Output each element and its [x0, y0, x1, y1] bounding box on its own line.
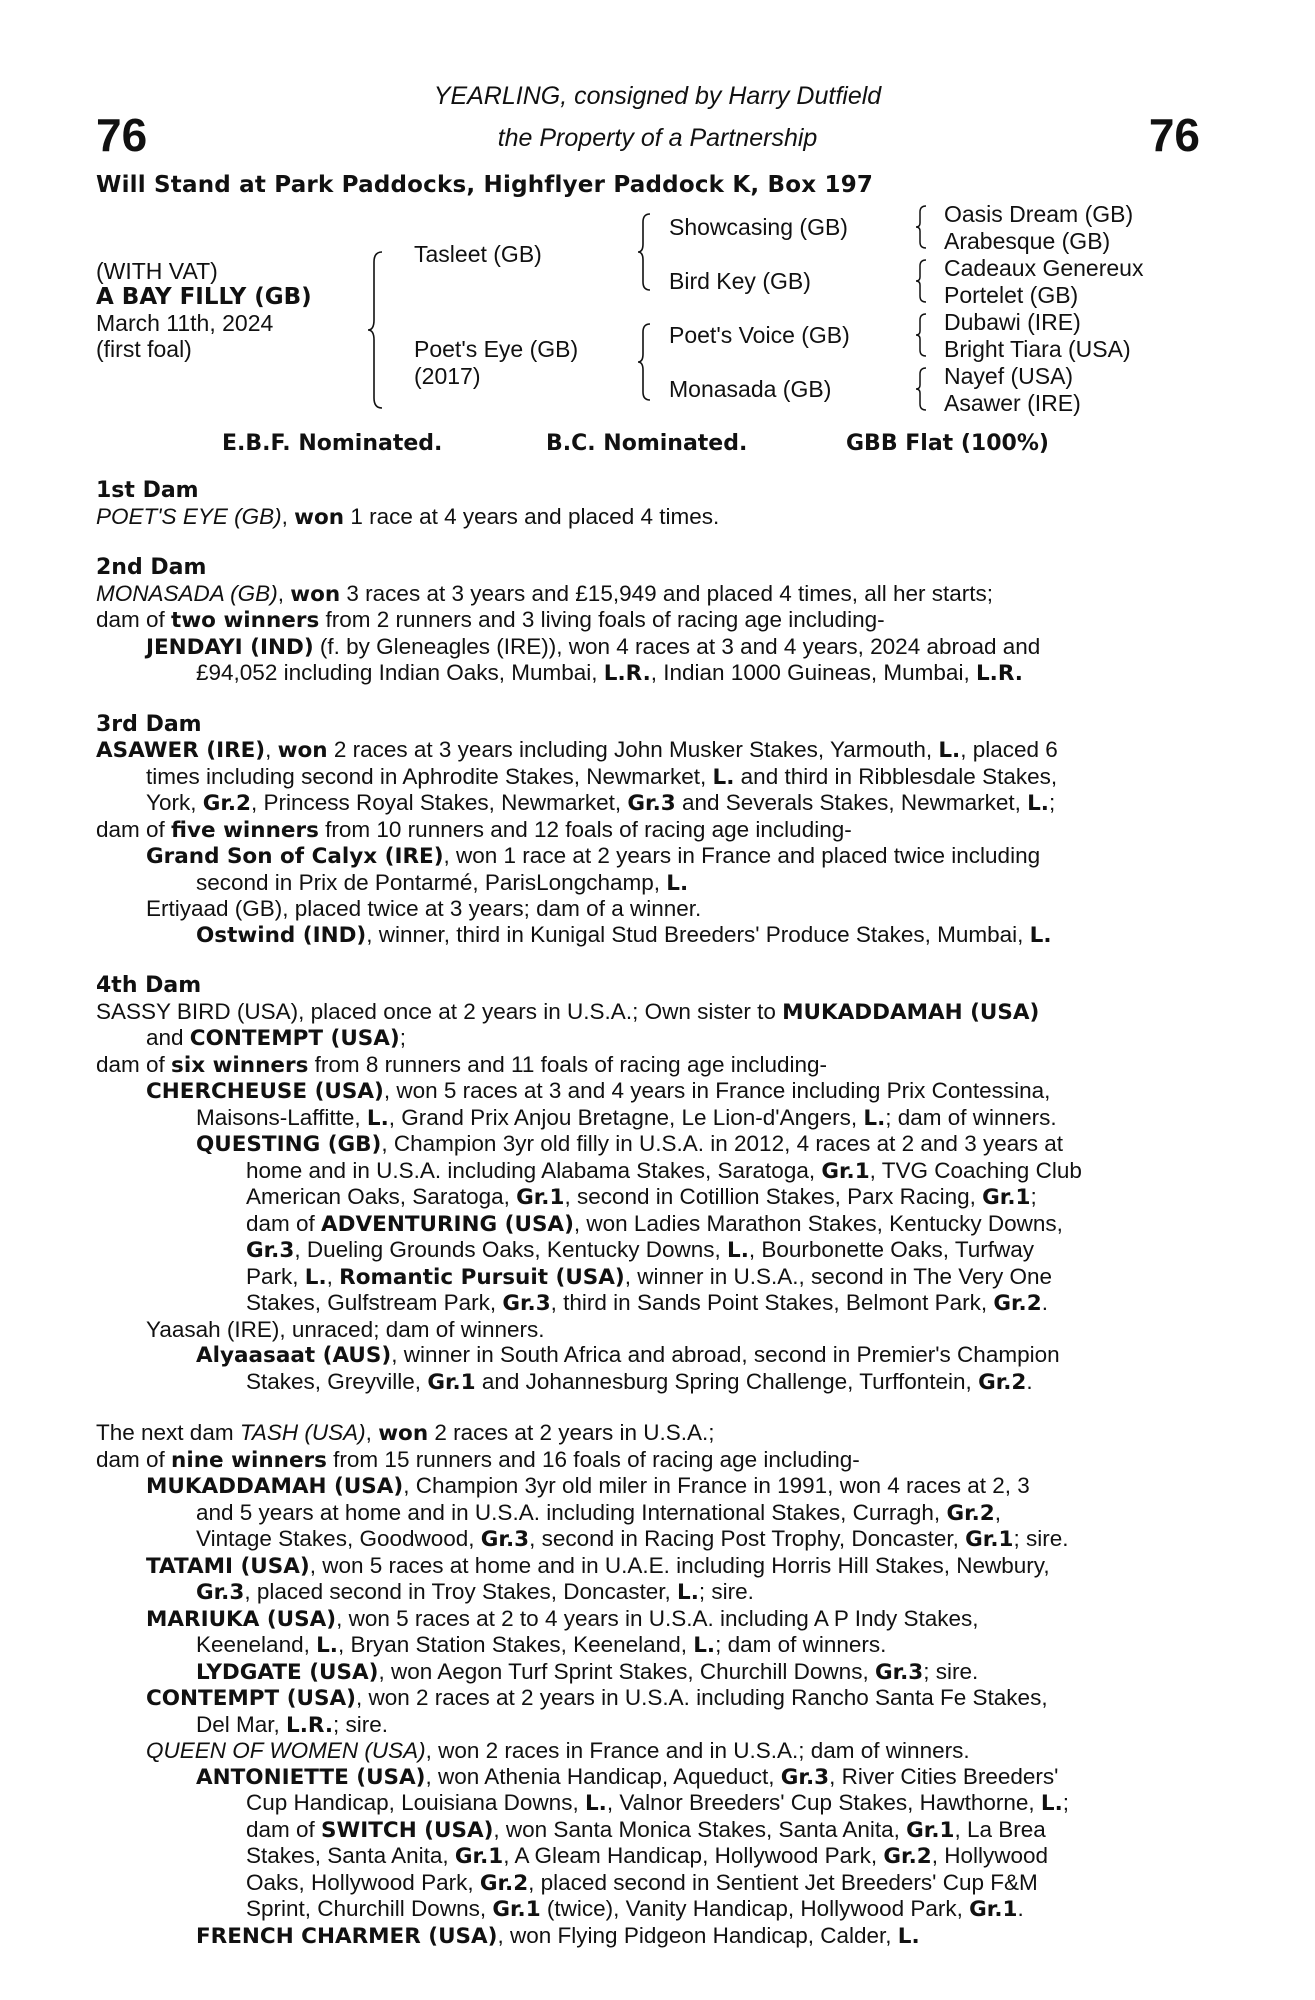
text-line: Alyaasaat (AUS), winner in South Africa and abroad, second in Premier's Champion [196, 1342, 1060, 1368]
gen4-ancestor: Portelet (GB) [944, 282, 1079, 308]
text-line: TATAMI (USA), won 5 races at home and in U.A.E. including Horris Hill Stakes, Newbury, [146, 1552, 1050, 1579]
gen4-brace-3 [914, 312, 930, 358]
text-line: Ostwind (IND), winner, third in Kunigal Stud Breeders' Produce Stakes, Mumbai, L. [196, 921, 1052, 948]
text-line: MUKADDAMAH (USA), Champion 3yr old miler in France in 1991, won 4 races at 2, 3 [146, 1473, 1030, 1499]
section-heading: 1st Dam [96, 478, 199, 503]
third-dam-section [96, 712, 1201, 949]
text-line: York, Gr.2, Princess Royal Stakes, Newmarket, Gr.3 and Severals Stakes, Newmarket, L.; [146, 790, 1056, 816]
lot-number-right: 76 [1148, 109, 1200, 161]
property-line: the Property of a Partnership [497, 124, 818, 152]
ebf-nomination: E.B.F. Nominated. [222, 431, 443, 456]
text-line: and CONTEMPT (USA); [146, 1025, 407, 1051]
dam-dam: Monasada (GB) [669, 376, 832, 402]
gen4-ancestor: Nayef (USA) [944, 363, 1074, 389]
text-line: FRENCH CHARMER (USA), won Flying Pidgeon Handicap, Calder, L. [196, 1922, 920, 1949]
consignment-line: YEARLING, consigned by Harry Dutfield [433, 82, 882, 110]
pedigree-notes [96, 478, 1201, 1949]
gen4-ancestor: Dubawi (IRE) [944, 309, 1081, 335]
gen4-brace-4 [914, 366, 930, 412]
text-line: dam of nine winners from 15 runners and 16 foals of racing age including- [96, 1446, 860, 1473]
text-line: QUEEN OF WOMEN (USA), won 2 races in France and in U.S.A.; dam of winners. [146, 1738, 970, 1763]
text-line: JENDAYI (IND) (f. by Gleneagles (IRE)), won 4 races at 3 and 4 years, 2024 abroad and [146, 633, 1041, 660]
gen4-ancestor: Arabesque (GB) [944, 228, 1111, 254]
sire-dam: Bird Key (GB) [669, 268, 811, 294]
section-heading: 2nd Dam [96, 555, 207, 580]
text-line: and 5 years at home and in U.S.A. including International Stakes, Curragh, Gr.2, [196, 1499, 1002, 1526]
text-line: POET'S EYE (GB), won 1 race at 4 years and placed 4 times. [96, 503, 720, 530]
text-line: Cup Handicap, Louisiana Downs, L., Valnor Breeders' Cup Stakes, Hawthorne, L.; [246, 1790, 1070, 1816]
text-line: MONASADA (GB), won 3 races at 3 years and £15,949 and placed 4 times, all her starts; [96, 580, 994, 607]
text-line: MARIUKA (USA), won 5 races at 2 to 4 years in U.S.A. including A P Indy Stakes, [146, 1605, 979, 1632]
dam-sire: Poet's Voice (GB) [669, 322, 850, 348]
text-line: The next dam TASH (USA), won 2 races at 2 years in U.S.A.; [96, 1420, 715, 1446]
text-line: Sprint, Churchill Downs, Gr.1 (twice), Vanity Handicap, Hollywood Park, Gr.1. [246, 1896, 1024, 1922]
text-line: ANTONIETTE (USA), won Athenia Handicap, Aqueduct, Gr.3, River Cities Breeders' [196, 1763, 1059, 1790]
fourth-dam-section [96, 973, 1201, 1395]
text-line: Yaasah (IRE), unraced; dam of winners. [146, 1316, 545, 1342]
dam-year: (2017) [414, 363, 481, 389]
pedigree-brace [366, 250, 388, 410]
text-line: Grand Son of Calyx (IRE), won 1 race at 2 years in France and placed twice including [146, 843, 1041, 869]
text-line: Stakes, Gulfstream Park, Gr.3, third in Sands Point Stakes, Belmont Park, Gr.2. [246, 1290, 1048, 1316]
gen4-ancestor: Bright Tiara (USA) [944, 336, 1131, 362]
text-line: dam of SWITCH (USA), won Santa Monica Stakes, Santa Anita, Gr.1, La Brea [246, 1816, 1046, 1843]
text-line: dam of ADVENTURING (USA), won Ladies Marathon Stakes, Kentucky Downs, [246, 1210, 1063, 1237]
text-line: LYDGATE (USA), won Aegon Turf Sprint Stakes, Churchill Downs, Gr.3; sire. [196, 1658, 979, 1685]
text-line: home and in U.S.A. including Alabama Stakes, Saratoga, Gr.1, TVG Coaching Club [246, 1157, 1082, 1184]
first-dam-section [96, 478, 1201, 530]
subject-name: A BAY FILLY (GB) [96, 284, 312, 310]
next-dam-section [96, 1420, 1201, 1949]
text-line: dam of two winners from 2 runners and 3 living foals of racing age including- [96, 607, 885, 633]
gen4-ancestor: Cadeaux Genereux [944, 255, 1144, 281]
sire-sire: Showcasing (GB) [669, 214, 848, 240]
text-line: Gr.3, placed second in Troy Stakes, Doncaster, L.; sire. [196, 1579, 754, 1605]
text-line: CHERCHEUSE (USA), won 5 races at 3 and 4 years in France including Prix Contessina, [146, 1078, 1051, 1104]
text-line: Maisons-Laffitte, L., Grand Prix Anjou Bretagne, Le Lion-d'Angers, L.; dam of winners. [196, 1104, 1057, 1131]
text-line: Gr.3, Dueling Grounds Oaks, Kentucky Downs, L., Bourbonette Oaks, Turfway [246, 1237, 1035, 1263]
stand-info: Will Stand at Park Paddocks, Highflyer Paddock K, Box 197 [96, 172, 874, 198]
bc-nomination: B.C. Nominated. [546, 431, 748, 456]
text-line: Keeneland, L., Bryan Station Stakes, Keeneland, L.; dam of winners. [196, 1632, 887, 1658]
text-line: Park, L., Romantic Pursuit (USA), winner in U.S.A., second in The Very One [246, 1263, 1053, 1290]
vat-label: (WITH VAT) [96, 258, 218, 284]
sire-name: Tasleet (GB) [414, 241, 542, 267]
gen4-ancestor: Asawer (IRE) [944, 390, 1081, 416]
gen4-brace-1 [914, 204, 930, 250]
section-heading: 4th Dam [96, 973, 202, 998]
section-heading: 3rd Dam [96, 711, 202, 737]
foaling-date: March 11th, 2024 [96, 310, 274, 336]
text-line: second in Prix de Pontarmé, ParisLongchamp, L. [196, 869, 689, 896]
sire-brace [636, 212, 654, 292]
text-line: Stakes, Greyville, Gr.1 and Johannesburg Spring Challenge, Turffontein, Gr.2. [246, 1368, 1033, 1395]
dam-brace [636, 322, 654, 402]
text-line: dam of six winners from 8 runners and 11 foals of racing age including- [96, 1051, 828, 1078]
text-line: £94,052 including Indian Oaks, Mumbai, L.R., Indian 1000 Guineas, Mumbai, L.R. [196, 660, 1023, 686]
foal-note: (first foal) [96, 336, 192, 362]
gen4-brace-2 [914, 258, 930, 304]
text-line: dam of five winners from 10 runners and 12 foals of racing age including- [96, 816, 852, 843]
text-line: SASSY BIRD (USA), placed once at 2 years in U.S.A.; Own sister to MUKADDAMAH (USA) [96, 998, 1040, 1025]
text-line: Oaks, Hollywood Park, Gr.2, placed second in Sentient Jet Breeders' Cup F&M [246, 1869, 1038, 1896]
text-line: Del Mar, L.R.; sire. [196, 1711, 389, 1738]
gen4-ancestor: Oasis Dream (GB) [944, 201, 1134, 227]
text-line: QUESTING (GB), Champion 3yr old filly in U.S.A. in 2012, 4 races at 2 and 3 years at [196, 1131, 1063, 1157]
gbb-flat-status: GBB Flat (100%) [846, 431, 1049, 456]
text-line: Vintage Stakes, Goodwood, Gr.3, second in Racing Post Trophy, Doncaster, Gr.1; sire. [196, 1526, 1069, 1552]
text-line: ASAWER (IRE), won 2 races at 3 years including John Musker Stakes, Yarmouth, L., placed 6 [96, 737, 1058, 763]
text-line: CONTEMPT (USA), won 2 races at 2 years in U.S.A. including Rancho Santa Fe Stakes, [146, 1685, 1048, 1711]
text-line: times including second in Aphrodite Stakes, Newmarket, L. and third in Ribblesdale Stakes, [146, 763, 1058, 790]
text-line: Ertiyaad (GB), placed twice at 3 years; dam of a winner. [146, 896, 702, 921]
text-line: Stakes, Santa Anita, Gr.1, A Gleam Handicap, Hollywood Park, Gr.2, Hollywood [246, 1843, 1049, 1869]
dam-name: Poet's Eye (GB) [414, 336, 579, 362]
lot-number-left: 76 [96, 109, 148, 161]
text-line: American Oaks, Saratoga, Gr.1, second in Cotillion Stakes, Parx Racing, Gr.1; [246, 1184, 1037, 1210]
second-dam-section [96, 555, 1201, 687]
